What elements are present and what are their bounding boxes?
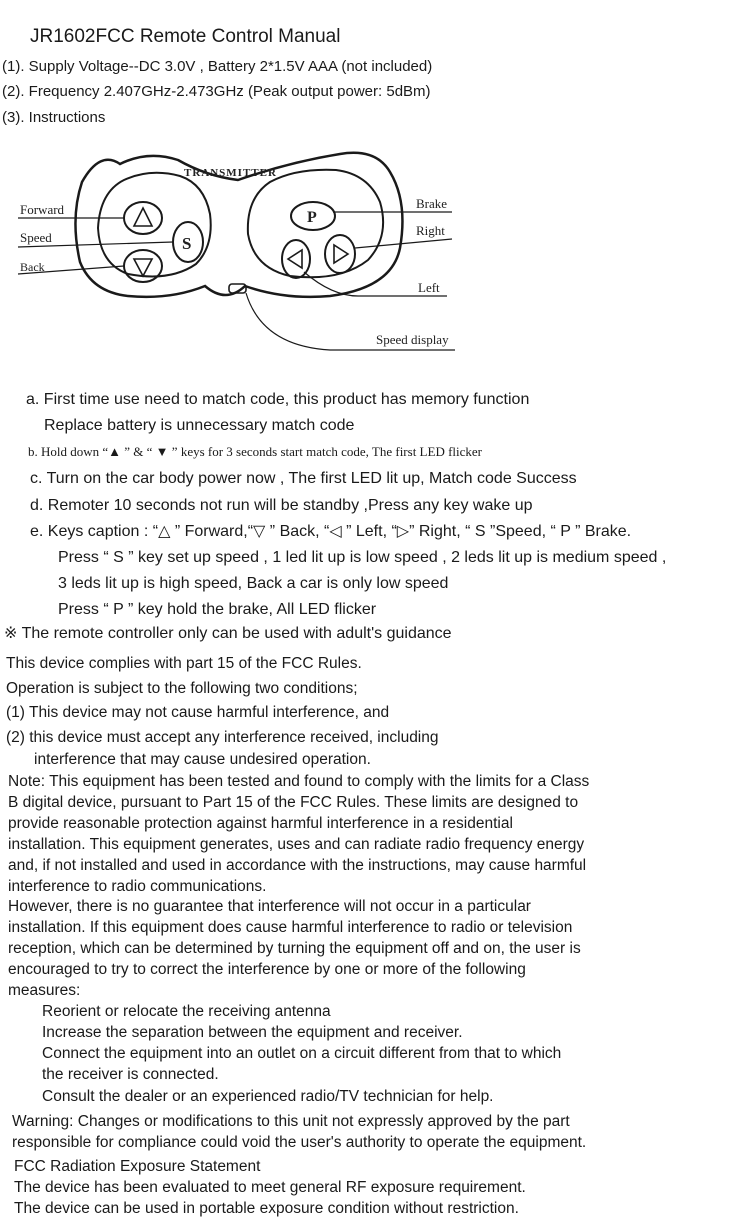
measure-line: Connect the equipment into an outlet on a circuit different from that to which	[42, 1045, 562, 1062]
instruction-line: e. Keys caption : “△ ” Forward,“▽ ” Back, “◁ ” Left, “▷” Right, “ S ”Speed, “ P ” Brake.	[30, 523, 632, 540]
speed-button-glyph: S	[182, 234, 192, 253]
label-brake: Brake	[416, 196, 448, 211]
spec-line: (2). Frequency 2.407GHz-2.473GHz (Peak output power: 5dBm)	[2, 83, 431, 100]
remote-control-diagram	[0, 136, 470, 362]
label-speed-display: Speed display	[376, 332, 449, 347]
note-line: measures:	[8, 982, 81, 999]
note-line: installation. This equipment generates, uses and can radiate radio frequency energy	[8, 836, 585, 853]
instruction-line: b. Hold down “▲ ” & “ ▼ ” keys for 3 seconds start match code, The first LED flicker	[28, 444, 483, 459]
spec-line: (1). Supply Voltage--DC 3.0V , Battery 2*1.5V AAA (not included)	[2, 58, 433, 75]
footer-line: FCC Radiation Exposure Statement	[14, 1158, 261, 1175]
note-line: reception, which can be determined by turning the equipment off and on, the user is	[8, 940, 581, 957]
measure-line: the receiver is connected.	[42, 1066, 219, 1083]
device-label: TRANSMITTER	[184, 167, 277, 179]
page-title: JR1602FCC Remote Control Manual	[30, 26, 341, 47]
fcc-line: interference that may cause undesired operation.	[34, 751, 371, 768]
label-left: Left	[418, 280, 440, 295]
note-line: B digital device, pursuant to Part 15 of the FCC Rules. These limits are designed to	[8, 794, 579, 811]
instruction-line: Press “ P ” key hold the brake, All LED flicker	[58, 601, 377, 618]
fcc-line: (2) this device must accept any interference received, including	[6, 729, 439, 746]
spec-line: (3). Instructions	[2, 109, 106, 126]
footer-line: Warning: Changes or modifications to this unit not expressly approved by the part	[12, 1113, 570, 1130]
instruction-line: c. Turn on the car body power now , The first LED lit up, Match code Success	[30, 470, 577, 487]
label-speed: Speed	[20, 230, 52, 245]
measure-line: Consult the dealer or an experienced radio/TV technician for help.	[42, 1088, 494, 1105]
note-line: encouraged to try to correct the interference by one or more of the following	[8, 961, 526, 978]
note-line: However, there is no guarantee that interference will not occur in a particular	[8, 898, 531, 915]
fcc-line: (1) This device may not cause harmful interference, and	[6, 704, 390, 721]
instruction-line: d. Remoter 10 seconds not run will be standby ,Press any key wake up	[30, 497, 533, 514]
fcc-line: Operation is subject to the following two conditions;	[6, 680, 358, 697]
instruction-line: Replace battery is unnecessary match code	[44, 417, 355, 434]
fcc-line: This device complies with part 15 of the FCC Rules.	[6, 655, 362, 672]
note-line: and, if not installed and used in accordance with the instructions, may cause harmful	[8, 857, 587, 874]
instruction-line: ※ The remote controller only can be used with adult's guidance	[4, 625, 452, 642]
instruction-line: Press “ S ” key set up speed , 1 led lit up is low speed , 2 leds lit up is medium speed ,	[58, 549, 667, 566]
measure-line: Reorient or relocate the receiving antenna	[42, 1003, 331, 1020]
note-line: provide reasonable protection against harmful interference in a residential	[8, 815, 513, 832]
note-line: Note: This equipment has been tested and found to comply with the limits for a Class	[8, 773, 590, 790]
measure-line: Increase the separation between the equipment and receiver.	[42, 1024, 463, 1041]
footer-line: responsible for compliance could void the user's authority to operate the equipment.	[12, 1134, 587, 1151]
footer-line: The device can be used in portable exposure condition without restriction.	[14, 1200, 519, 1217]
note-line: installation. If this equipment does cause harmful interference to radio or television	[8, 919, 573, 936]
instruction-line: a. First time use need to match code, this product has memory function	[26, 391, 530, 408]
instruction-line: 3 leds lit up is high speed, Back a car is only low speed	[58, 575, 449, 592]
label-right: Right	[416, 223, 445, 238]
note-line: interference to radio communications.	[8, 878, 267, 895]
brake-button-glyph: P	[307, 209, 317, 226]
label-forward: Forward	[20, 202, 65, 217]
footer-line: The device has been evaluated to meet general RF exposure requirement.	[14, 1179, 526, 1196]
label-back: Back	[20, 260, 45, 274]
